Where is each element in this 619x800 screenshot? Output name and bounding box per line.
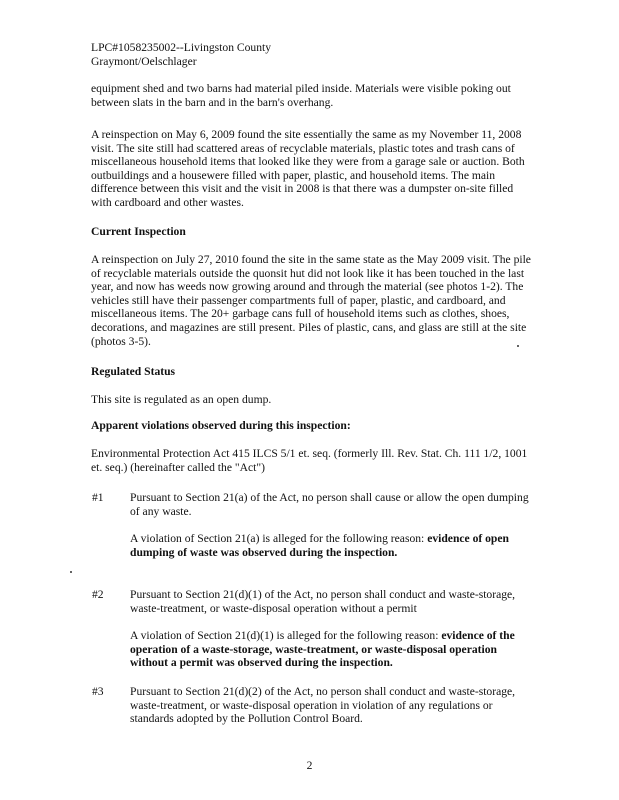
current-inspection-paragraph: A reinspection on July 27, 2010 found the site in the same state as the May 2009 visit. The pile of recyclable materials outside the quonsit hut did not look like it has been touched in the last year, and now has weeds now growing around and through the material (see photos 1-2). The vehicles still have their passenger compartments full of paper, plastic, and cardboard, and miscellaneous items. The 20+ garbage cans full of household items such as clothes, shoes, decorations, and magazines are still present. Piles of plastic, cans, and glass are still at the site (photos 3-5).	[91, 253, 531, 348]
violation-number: #1	[92, 491, 104, 504]
violation-text: Pursuant to Section 21(d)(2) of the Act, no person shall conduct and waste-storage, waste-treatment, or waste-disposal operation in violation of any regulations or standards adopted by the Pollution Control Board.	[130, 685, 516, 726]
reinspection-paragraph: A reinspection on May 6, 2009 found the site essentially the same as my November 11, 2008 visit. The site still had scattered areas of recyclable materials, plastic totes and trash cans of miscellaneous household items that looked like they were from a garage sale or auction. Both outbuildings and a housewere filled with paper, plastic, and household items. The main difference between this visit and the visit in 2008 is that there was a dumpster on-site filled with cardboard and other wastes.	[91, 128, 525, 209]
violations-heading: Apparent violations observed during this inspection:	[91, 419, 351, 432]
page-number: 2	[306, 759, 313, 772]
violation-text: Pursuant to Section 21(a) of the Act, no person shall cause or allow the open dumping of any waste.	[130, 491, 529, 518]
violation-number: #2	[92, 588, 104, 601]
site-name: Graymont/Oelschlager	[91, 54, 197, 68]
allegation-prefix: A violation of Section 21(a) is alleged for the following reason:	[130, 532, 428, 545]
regulated-status-heading: Regulated Status	[91, 365, 176, 378]
scan-speck	[517, 345, 519, 347]
case-number: LPC#1058235002--Livingston County	[91, 41, 272, 54]
intro-paragraph: equipment shed and two barns had material piled inside. Materials were visible poking out between slats in the barn and in the barn's overhang.	[91, 82, 511, 109]
current-inspection-heading: Current Inspection	[91, 225, 186, 238]
violation-allegation	[130, 532, 530, 559]
allegation-prefix: A violation of Section 21(d)(1) is alleged for the following reason:	[130, 629, 442, 642]
violation-number: #3	[92, 685, 104, 698]
regulated-status-paragraph: This site is regulated as an open dump.	[91, 393, 272, 406]
allegation-finding: evidence of open dumping of waste was observed during the inspection.	[130, 532, 509, 559]
violation-allegation	[130, 629, 530, 670]
act-citation-paragraph: Environmental Protection Act 415 ILCS 5/1 et. seq. (formerly Ill. Rev. Stat. Ch. 111 1/2, 1001 et. seq.) (hereinafter called the "Act")	[91, 447, 528, 474]
page-header	[91, 41, 541, 68]
scan-speck	[70, 571, 72, 573]
allegation-finding: evidence of the operation of a waste-storage, waste-treatment, or waste-disposal operation without a permit was observed during the inspection.	[130, 629, 515, 670]
violation-text: Pursuant to Section 21(d)(1) of the Act, no person shall conduct and waste-storage, waste-treatment, or waste-disposal operation without a permit	[130, 588, 516, 615]
